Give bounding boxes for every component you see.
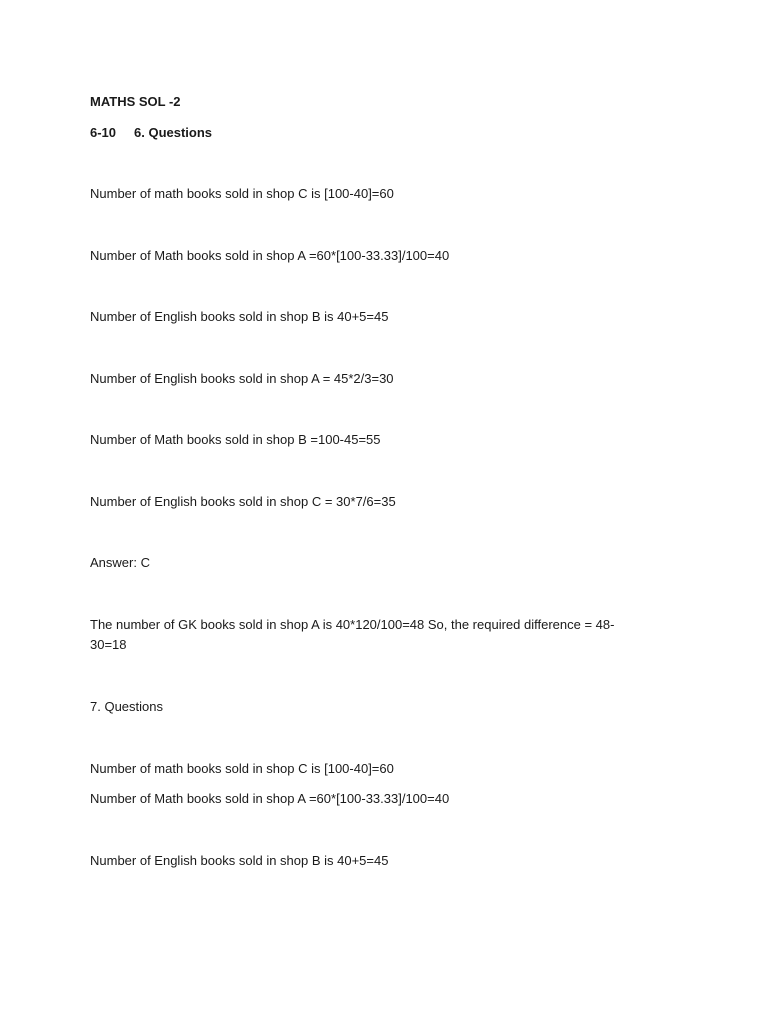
answer-line: Answer: C bbox=[90, 555, 150, 570]
section-label: 6. Questions bbox=[134, 125, 213, 140]
solution-line: Number of Math books sold in shop A =60*[100-33.33]/100=40 bbox=[90, 248, 450, 263]
solution-line: Number of English books sold in shop A = 45*2/3=30 bbox=[90, 371, 394, 386]
section-heading bbox=[90, 123, 212, 143]
solution-line: Number of math books sold in shop C is [100-40]=60 bbox=[90, 186, 394, 201]
document-title: MATHS SOL -2 bbox=[90, 94, 181, 109]
solution-line: Number of English books sold in shop B is 40+5=45 bbox=[90, 309, 389, 324]
solution-line: Number of English books sold in shop B is 40+5=45 bbox=[90, 853, 389, 868]
question-7-heading: 7. Questions bbox=[90, 699, 163, 714]
solution-line: Number of math books sold in shop C is [100-40]=60 bbox=[90, 761, 394, 776]
solution-line: Number of Math books sold in shop B =100-45=55 bbox=[90, 432, 381, 447]
solution-line: Number of Math books sold in shop A =60*[100-33.33]/100=40 bbox=[90, 791, 450, 806]
gk-paragraph: The number of GK books sold in shop A is 40*120/100=48 So, the required difference = 48-30=18 bbox=[90, 617, 615, 652]
section-number: 6-10 bbox=[90, 125, 117, 140]
solution-line: Number of English books sold in shop C = 30*7/6=35 bbox=[90, 494, 396, 509]
